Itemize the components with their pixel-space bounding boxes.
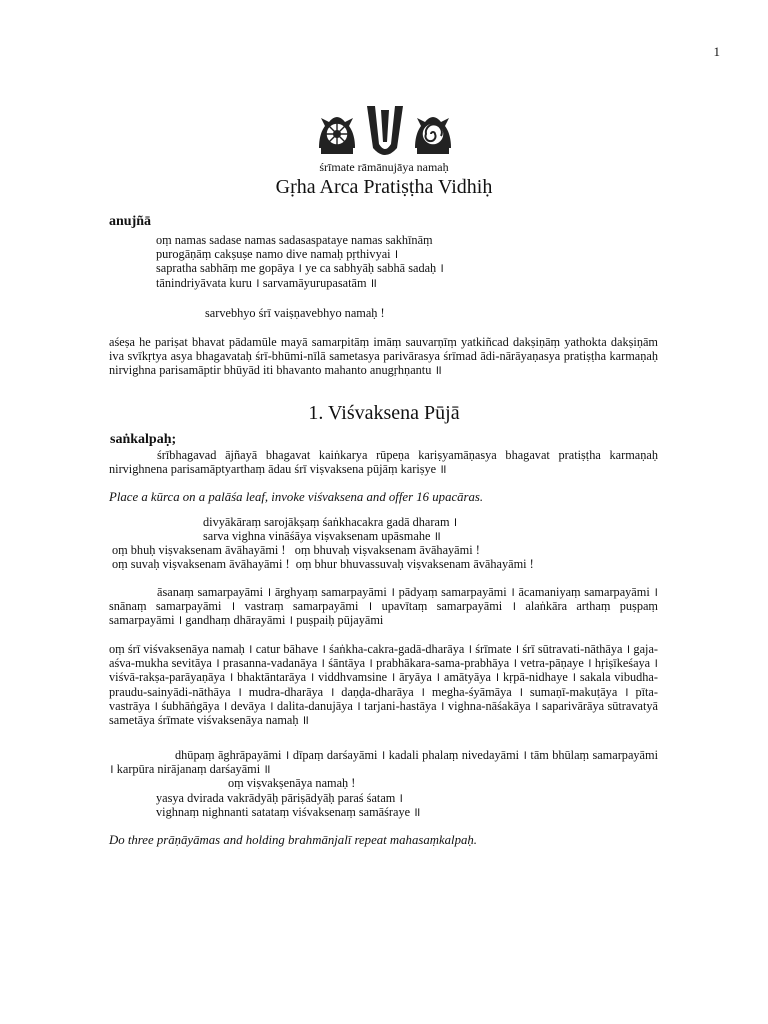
verse-line: oṃ namas sadase namas sadasaspataye namas sakhīnāṃ (156, 233, 433, 247)
anujna-heading: anujñā (109, 214, 152, 229)
section-title: 1. Viśvaksena Pūjā (308, 402, 460, 424)
dhyana-verse (203, 515, 457, 543)
page-number: 1 (713, 44, 720, 59)
chakra-icon (319, 117, 355, 154)
conch-icon (415, 117, 451, 154)
verse-line: oṃ suvaḥ viṣvaksenam āvāhayāmi ! oṃ bhur bhuvassuvaḥ viṣvaksenam āvāhayāmi ! (112, 557, 534, 572)
salutation: sarvebhyo śrī vaiṣṇavebhyo namaḥ ! (205, 306, 385, 320)
verse-line: vighnaṃ nighnanti satataṃ viśvaksenaṃ samāśraye ॥ (156, 805, 421, 820)
final-instruction: Do three prāṇāyāmas and holding brahmānjalī repeat mahasaṃkalpaḥ. (109, 833, 478, 847)
avahana-verse (112, 543, 534, 571)
verse-line: divyākāraṃ sarojākṣaṃ śaṅkhacakra gadā dharam । (203, 515, 458, 529)
anujna-mantra (156, 233, 444, 290)
anujna-paragraph: aśeṣa he pariṣat bhavat pādamūle mayā samarpitāṃ imāṃ sauvarṇīṃ yatkiñcad dakṣiṇāṃ yathokta dakṣiṇām iva svīkṛtya asya bhagavataḥ śrī-bhūmi-nīlā sametasya parivārasya śrīmad ādi-nārāyaṇasya pratiṣṭha karmaṇaḥ nirvighna parisamāptir bhūyād iti bhavanto mahanto anugṛhṇantu ॥ (109, 335, 658, 378)
verse-line: sarva vighna vināśāya viṣvaksenam upāsmahe ॥ (203, 529, 441, 544)
mantra-line: oṃ viṣvakṣenāya namaḥ ! (228, 776, 356, 790)
names-paragraph: oṃ śrī viśvaksenāya namaḥ । catur bāhave । śaṅkha-cakra-gadā-dharāya । śrīmate । śrī sūtravati-nāthāya । gaja-aśva-mukha sevitāya । prasanna-vadanāya । śāntāya । prabhākara-sama-prabhāya । vetra-pāṇaye । hṛiṣīkeśaya । viśvā-rakṣa-parāyaṇāya । bhaktāntarāya । viddhvamsine । āryāya । amātyāya । kṛpā-nidhaye । sakala vibudha-praudu-sainyādi-nāthāya । mudra-dharāya । daṇḍa-dharāya । megha-śyāmāya । sumaṇī-makuṭāya । pīta-vastrāya । śubhāṅgāya । devāya । dalita-danujāya । tarjani-hastāya । vighna-nāśakāya । saparivārāya sūtravatyā sametāya śrīmate viśvaksenāya namaḥ ॥ (109, 642, 658, 728)
verse-line: yasya dvirada vakrādyāḥ pāriṣādyāḥ paraś śatam । (156, 791, 404, 805)
verse-line: oṃ bhuḥ viṣvaksenam āvāhayāmi ! oṃ bhuvaḥ viṣvaksenam āvāhayāmi ! (112, 543, 480, 557)
closing-verse (156, 791, 421, 819)
sankalpa-text: śrībhagavad ājñayā bhagavat kaiṅkarya rūpeṇa kariṣyamāṇasya bhagavat pratiṣṭha karmaṇaḥ nirvighnena parisamāptyarthaṃ ādau śrī viṣvaksena pūjāṃ kariṣye ॥ (109, 448, 658, 477)
verse-line: tānindriyāvata kuru । sarvamāyurupasatām ॥ (156, 275, 377, 290)
sankalpa-heading: saṅkalpaḥ; (110, 432, 177, 447)
verse-line: purogāṇāṃ cakṣuṣe namo dive namaḥ pṛthivyai । (156, 247, 399, 262)
invocation: śrīmate rāmānujāya namaḥ (319, 160, 449, 174)
dhupa-paragraph: dhūpaṃ āghrāpayāmi । dīpaṃ darśayāmi । kadali phalaṃ nivedayāmi । tām bhūlaṃ samarpayāmi । karpūra nirājanaṃ darśayāmi ॥ (109, 748, 658, 777)
page-title: Gṛha Arca Pratiṣṭha Vidhiḥ (275, 176, 493, 198)
verse-line: sapratha sabhāṃ me gopāya । ye ca sabhyāḥ sabhā sadaḥ । (156, 261, 444, 276)
upachara-paragraph: āsanaṃ samarpayāmi । ārghyaṃ samarpayāmi । pādyaṃ samarpayāmi । ācamaniyaṃ samarpayāmi । snānaṃ samarpayāmi । vastraṃ samarpayāmi । upavītaṃ samarpayāmi । alaṅkāra arthaṃ puṣpaṃ samarpayāmi । gandhaṃ dhārayāmi । puṣpaiḥ pūjayāmi (109, 585, 658, 628)
instruction-text: Place a kūrca on a palāśa leaf, invoke viśvaksena and offer 16 upacāras. (109, 490, 484, 504)
sri-vaishnava-emblem (315, 104, 455, 156)
tilaka-icon (367, 106, 403, 155)
